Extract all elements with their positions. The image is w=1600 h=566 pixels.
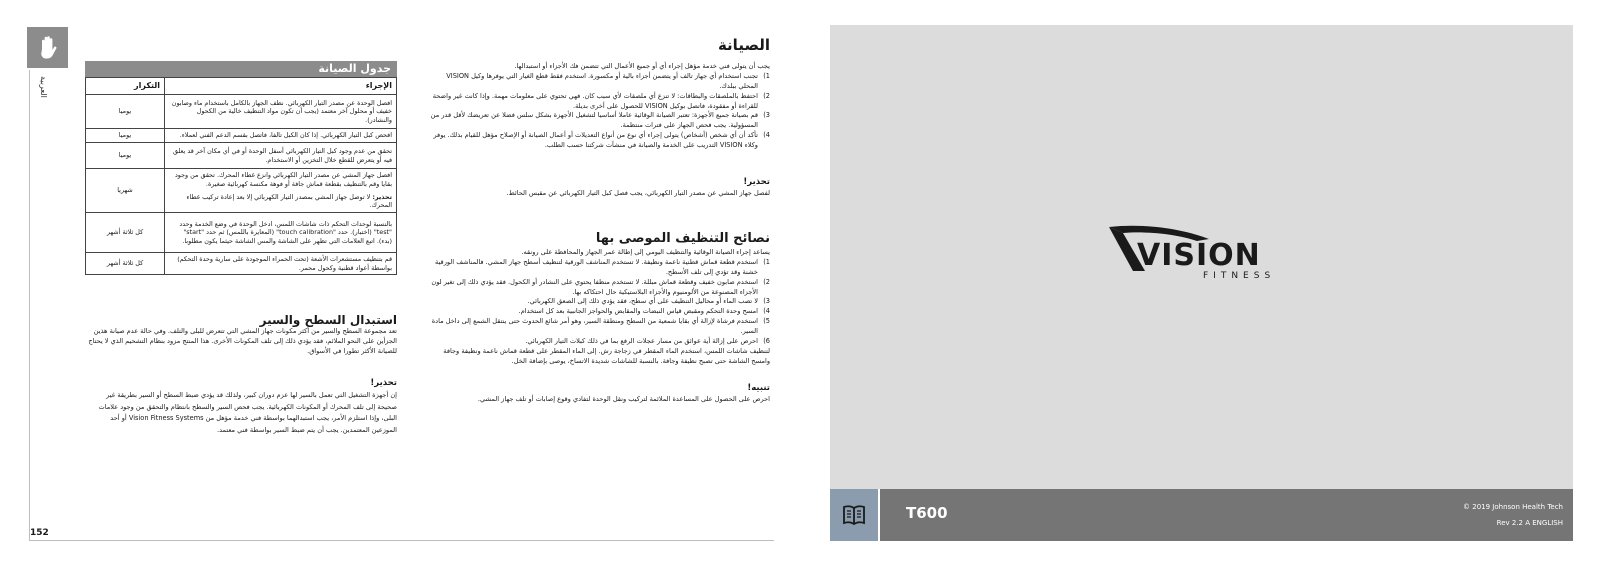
table-cell-action: بالنسبة لوحدات التحكم ذات شاشات اللمس، ادخل الوحدة في وضع الخدمة وحدد "test" (اختبار). حدد "touch calibration" (المعايرة باللمس) ثم حدد "start" (بدء). اتبع العلامات التي تظهر على الشاشة والمس الشاشة حيثما يكون مطلوبا.: [165, 213, 397, 253]
page-margin-rule: [29, 70, 30, 540]
column-header-action: الإجراء: [165, 78, 397, 95]
item-number: 5): [763, 317, 770, 326]
maintenance-section: [425, 36, 770, 151]
section-body: تعد مجموعة السطح والسير من أكثر مكونات جهاز المشي التي تتعرض للبلى والتلف. وفي حالة عدم صيانة هذين الجزأين على النحو الملائم، فقد يؤدي ذلك إلى تلف المكونات الأخرى. هذا المنتج مزود بنظام التشحيم الذي لا يحتاج للصيانة الأكثر تطورا في الأسواق.: [88, 327, 397, 355]
maintenance-intro: يجب أن يتولى فني خدمة مؤهل إجراء أي أو جميع الأعمال التي تتضمن فك الأجزاء أو استبدالها.: [514, 62, 770, 70]
item-number: 4): [763, 307, 770, 316]
item-number: 3): [763, 111, 770, 120]
table-row: [86, 169, 397, 213]
list-item: [425, 258, 770, 278]
list-item: [425, 307, 770, 317]
hand-icon: [36, 35, 60, 61]
warning-title: تحذير!: [743, 177, 770, 187]
maintenance-list: [425, 72, 770, 151]
list-item: [425, 131, 770, 151]
caution-hand-badge: [27, 27, 68, 68]
cleaning-title: نصائح التنظيف الموصى بها: [595, 231, 770, 246]
item-text: احرص على إزالة أية عوائق من مسار عجلات الرفع بما في ذلك كبلات التيار الكهربائي.: [525, 337, 758, 346]
section-title: استبدال السطح والسير: [259, 313, 397, 327]
language-side-label: العربية: [39, 76, 48, 98]
action-note: [169, 193, 392, 210]
item-text: استخدم قطعة قماش قطنية ناعمة ونظيفة. لا تستخدم المناشف الورقية لتنظيف أسطح جهاز المشي. فالمناشف الورقية خشنة وقد تؤدي إلى تلف الأسطح.: [435, 257, 758, 276]
vision-fitness-logo: [1105, 221, 1295, 285]
list-item: [425, 297, 770, 307]
item-number: 6): [763, 337, 770, 346]
item-text: تأكد أن أي شخص (أشخاص) يتولى إجراء أي نوع من أنواع التعديلات أو أعمال الصيانة أو الإصلاح مؤهل للقيام بذلك. يوفر وكلاء VISION التدريب على الخدمة والصيانة في منشآت شركتنا حسب الطلب.: [433, 131, 758, 150]
table-cell-action: افحص كبل التيار الكهربائي. إذا كان الكبل تالفا، فاتصل بقسم الدعم الفني لعملاء.: [165, 129, 397, 143]
table-cell-action: تحقق من عدم وجود كبل التيار الكهربائي أسفل الوحدة أو في أي مكان آخر قد يعلق فيه أو يتعرض للقطع خلال التخزين أو الاستخدام.: [165, 143, 397, 169]
cover-footer-bar: [830, 489, 1573, 541]
item-number: 4): [763, 131, 770, 140]
table-cell-action: [165, 169, 397, 213]
table-row: [86, 143, 397, 169]
list-item: [425, 111, 770, 131]
model-name: T600: [906, 504, 948, 522]
list-item: [425, 92, 770, 112]
belt-replacement-section: [85, 313, 397, 357]
table-cell-frequency: يوميا: [86, 143, 165, 169]
item-text: استخدم صابون خفيف وقطعة قماش مبللة. لا تستخدم منظفا يحتوي على النشادر أو الكحول. فقد يؤدي ذلك إلى تغير لون الأجزاء المصنوعة من الألومنيوم والأجزاء البلاستيكية حال احتكاكه بها.: [431, 277, 758, 296]
item-text: احتفظ بالملصقات والبطاقات: لا تنزع أي ملصقات لأي سبب كان. فهي تحتوي على معلومات مهمة. وإذا كانت غير واضحة للقراءة أو مفقودة، فاتصل بوكيل VISION للحصول على أخرى بديلة.: [432, 91, 758, 110]
manual-book-badge: [830, 489, 880, 541]
caution-body: احرص على الحصول على المساعدة الملائمة لتركيب ونقل الوحدة لتفادي وقوع إصابات أو تلف جهاز المشي.: [477, 395, 770, 403]
column-header-frequency: التكرار: [86, 78, 165, 95]
warning-title: تحذير!: [370, 378, 397, 388]
item-number: 1): [763, 71, 770, 80]
schedule-table: [85, 77, 397, 275]
table-row: [86, 95, 397, 129]
item-number: 2): [763, 91, 770, 100]
action-text: افصل جهاز المشي عن مصدر التيار الكهربائي وانزع غطاء المحرك. تحقق من وجود بقايا وقم بالتنظيف بقطعة قماش جافة أو فوهة مكنسة كهربائية صغيرة.: [174, 171, 392, 188]
open-book-icon: [841, 502, 867, 528]
table-cell-action: افصل الوحدة عن مصدر التيار الكهربائي. نظف الجهاز بالكامل باستخدام ماء وصابون خفيف أو محلول آخر معتمد (يجب أن تكون مواد التنظيف خالية من الكحول والنشادر).: [165, 95, 397, 129]
belt-warning-section: [85, 378, 397, 436]
maintenance-schedule: [85, 61, 397, 275]
maintenance-title: الصيانة: [717, 36, 770, 54]
table-row: [86, 213, 397, 253]
disconnect-warning: [425, 177, 770, 199]
brand-wordmark: VISION: [1137, 238, 1261, 273]
page-bottom-rule: [29, 540, 774, 541]
brand-subtitle: FITNESS: [1203, 271, 1276, 281]
caution-title: تنبيه!: [747, 383, 770, 393]
note-text: لا توصل جهاز المشي بمصدر التيار الكهربائي إلا بعد إعادة تركيب غطاء المحرك.: [186, 192, 392, 210]
caution-section: [425, 383, 770, 405]
list-item: [425, 72, 770, 92]
manual-cover: [830, 25, 1573, 541]
list-item: [425, 317, 770, 337]
item-number: 3): [763, 297, 770, 306]
list-item: [425, 337, 770, 347]
list-item: [425, 278, 770, 298]
manual-page-left: [0, 0, 790, 566]
warning-body: إن أجهزة التشغيل التي تعمل بالسير لها عزم دوران كبير، ولذلك قد يؤدي ضبط السطح أو السير بطريقة غير صحيحة إلى تلف المحرك أو المكونات الكهربائية. يجب فحص السير والسطح بانتظام والتحقق من وجود علامات البلى، وإذا استلزم الأمر، يجب استبدالهما بواسطة فني خدمة مؤهل من Vision Fitness Systems أو أحد الموزعين المعتمدين. يجب أن يتم ضبط السير بواسطة فني معتمد.: [98, 391, 397, 434]
copyright-text: © 2019 Johnson Health Tech: [1463, 503, 1563, 511]
item-text: قم بصيانة جميع الأجهزة: تعتبر الصيانة الوقائية عاملا أساسيا لتشغيل الأجهزة بشكل سلس فضلا عن تعريضك لأقل قدر من المسؤولية. يجب فحص الجهاز على فترات منتظمة.: [430, 111, 758, 130]
schedule-title: جدول الصيانة: [85, 61, 397, 77]
item-number: 2): [763, 277, 770, 286]
table-cell-frequency: شهريا: [86, 169, 165, 213]
item-text: لا تصب الماء أو محاليل التنظيف على أي سطح، فقد يؤدي ذلك إلى الصعق الكهربائي.: [527, 297, 758, 306]
table-header-row: [86, 78, 397, 95]
cleaning-intro: يساعد إجراء الصيانة الوقائية والتنظيف اليومي إلى إطالة عمر الجهاز والمحافظة على رونقه.: [521, 248, 770, 256]
warning-body: لفصل جهاز المشي عن مصدر التيار الكهربائي، يجب فصل كبل التيار الكهربائي عن مقبس الحائط.: [506, 189, 770, 197]
table-cell-frequency: كل ثلاثة أشهر: [86, 213, 165, 253]
table-cell-frequency: يوميا: [86, 129, 165, 143]
table-cell-frequency: يوميا: [86, 95, 165, 129]
cleaning-tips-section: [425, 231, 770, 367]
item-text: تجنب استخدام أي جهاز تالف أو يتضمن أجزاء بالية أو مكسورة. استخدم فقط قطع الغيار التي يوفرها وكيل VISION المحلي ببلدك.: [446, 71, 758, 90]
page-number: 152: [30, 528, 49, 538]
touchscreen-cleaning-text: لتنظيف شاشات اللمس، استخدم الماء المقطر في زجاجة رش. إلى الماء المقطر على قطعة قماش ناعمة ونظيفة وجافة وامسح الشاشة حتى تصبح نظيفة وجافة. بالنسبة للشاشات شديدة الاتساخ، يوصى بإضافة الخل.: [443, 346, 770, 365]
revision-text: Rev 2.2 A ENGLISH: [1496, 519, 1563, 527]
item-text: استخدم فرشاة لإزالة أي بقايا شمعية من السطح ومنطقة السير، وهو أمر شائع الحدوث حتى ينتقل الشمع إلى داخل مادة السير.: [431, 317, 758, 336]
item-number: 1): [763, 257, 770, 266]
table-cell-frequency: كل ثلاثة أشهر: [86, 253, 165, 275]
note-label: تحذير:: [372, 192, 392, 201]
item-text: امسح وحدة التحكم ومقبض قياس النبضات والمقابض والحواجز الجانبية بعد كل استخدام.: [518, 307, 758, 316]
table-row: [86, 129, 397, 143]
table-row: [86, 253, 397, 275]
table-cell-action: قم بتنظيف مستشعرات الأشعة (تحت الحمراء الموجودة على سارية وحدة التحكم) بواسطة أعواد قطنية وكحول محمر.: [165, 253, 397, 275]
cleaning-list: [425, 258, 770, 347]
